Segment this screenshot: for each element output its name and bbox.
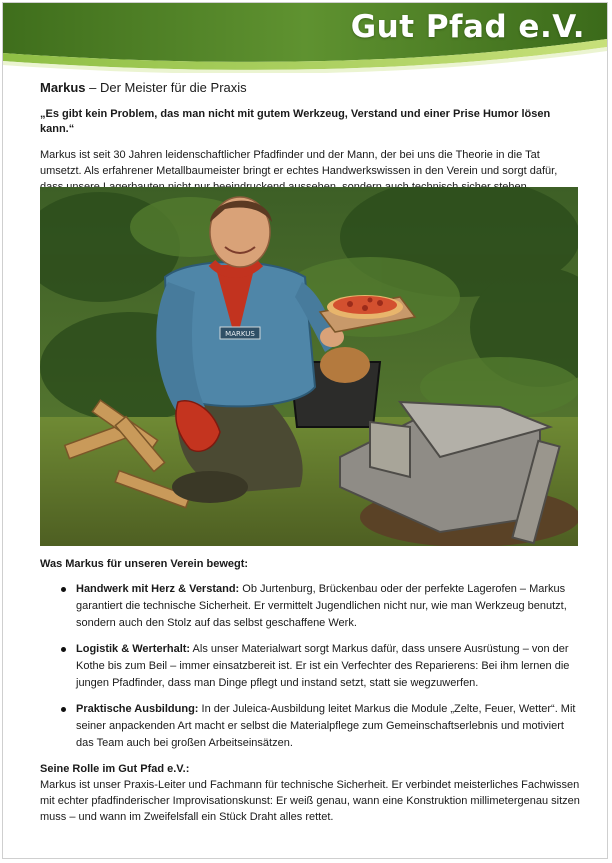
engagement-list [40, 581, 580, 752]
list-item-text: Als unser Materialwart sorgt Markus dafür, dass unsere Ausrüstung – von der Kothe bis zum Beil – immer einsatzbereit ist. Er ist ein Verfechter des Reparierens: Bei ihm lernen die jungen Pfadfinder, dass man Dinge pflegt und instand setzt, statt sie wegzuwerfen. [76, 643, 570, 689]
motto-quote: „Es gibt kein Problem, das man nicht mit gutem Werkzeug, Verstand und einer Prise Humor lösen kann.“ [40, 108, 551, 135]
list-item [40, 581, 580, 632]
details-section [40, 556, 580, 825]
profile-name: Markus [40, 80, 86, 95]
list-item-text: Ob Jurtenburg, Brückenbau oder der perfekte Lagerofen – Markus garantiert die technische Sicherheit. Er vermittelt Jugendlichen nicht nur, wie man Werkzeug benutzt, sondern auch den Stolz auf das selbst geschaffene Werk. [76, 583, 567, 629]
role-heading: Seine Rolle im Gut Pfad e.V.: [40, 763, 190, 775]
intro-section [40, 80, 580, 195]
org-name: Gut Pfad e.V. [350, 9, 585, 45]
bullet-icon [61, 707, 66, 712]
list-item-title: Praktische Ausbildung: [76, 703, 199, 715]
list-item-title: Handwerk mit Herz & Verstand: [76, 583, 240, 595]
section-heading: Was Markus für unseren Verein bewegt: [40, 558, 249, 570]
list-item-text: In der Juleica-Ausbildung leitet Markus die Module „Zelte, Feuer, Wetter“. Mit seiner anpackenden Art macht er selbst die Materialpflege zum Gemeinschaftserlebnis und motiviert das Team auch bei großen Arbeitseinsätzen. [76, 703, 576, 749]
list-item [40, 701, 580, 752]
list-item [40, 641, 580, 692]
bullet-icon [61, 587, 66, 592]
list-item-title: Logistik & Werterhalt: [76, 643, 191, 655]
scout-scene-image [40, 187, 578, 546]
name-badge: MARKUS [225, 330, 255, 338]
role-paragraph: Markus ist unser Praxis-Leiter und Fachmann für technische Sicherheit. Er verbindet meisterliches Fachwissen mit echter pfadfinderischer Improvisationskunst: Er weiß genau, wann eine Konstruktion millimetergenau sitzen muss – und wann im Zweifelsfall ein Stück Draht alles rettet. [40, 779, 580, 823]
intro-paragraph: Markus ist seit 30 Jahren leidenschaftlicher Pfadfinder und der Mann, der bei uns die Theorie in die Tat umsetzt. Als erfahrener Metallbaumeister bringt er echtes Handwerkswissen in den Verein und sorgt dafür, [40, 149, 558, 177]
header-banner [3, 3, 607, 73]
bullet-icon [61, 647, 66, 652]
title-subtitle: – Der Meister für die Praxis [85, 80, 247, 95]
page-title [40, 80, 580, 96]
markus-illustration [40, 187, 578, 546]
